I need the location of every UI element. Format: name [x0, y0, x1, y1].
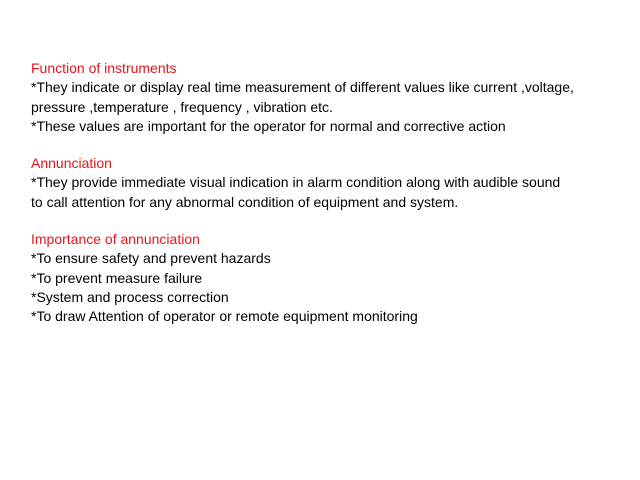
section-heading: Importance of annunciation — [31, 231, 200, 248]
section-heading: Annunciation — [31, 155, 112, 172]
section-heading: Function of instruments — [31, 60, 177, 76]
section-function-of-instruments — [31, 59, 621, 136]
slide-content — [31, 59, 621, 345]
body-line: *They indicate or display real time measurement of different values like current ,voltage, — [31, 79, 574, 96]
body-line: to call attention for any abnormal condition of equipment and system. — [31, 193, 459, 210]
body-line: *To ensure safety and prevent hazards — [31, 250, 271, 267]
section-importance-of-annunciation — [31, 230, 621, 326]
body-line: *To draw Attention of operator or remote equipment monitoring — [31, 308, 418, 325]
body-line: *They provide immediate visual indication in alarm condition along with audible sound — [31, 174, 561, 191]
body-line: *To prevent measure failure — [31, 269, 203, 286]
section-annunciation — [31, 154, 621, 212]
body-line: *System and process correction — [31, 288, 229, 305]
body-line: pressure ,temperature , frequency , vibration etc. — [31, 98, 333, 115]
body-line: *These values are important for the operator for normal and corrective action — [31, 117, 506, 134]
